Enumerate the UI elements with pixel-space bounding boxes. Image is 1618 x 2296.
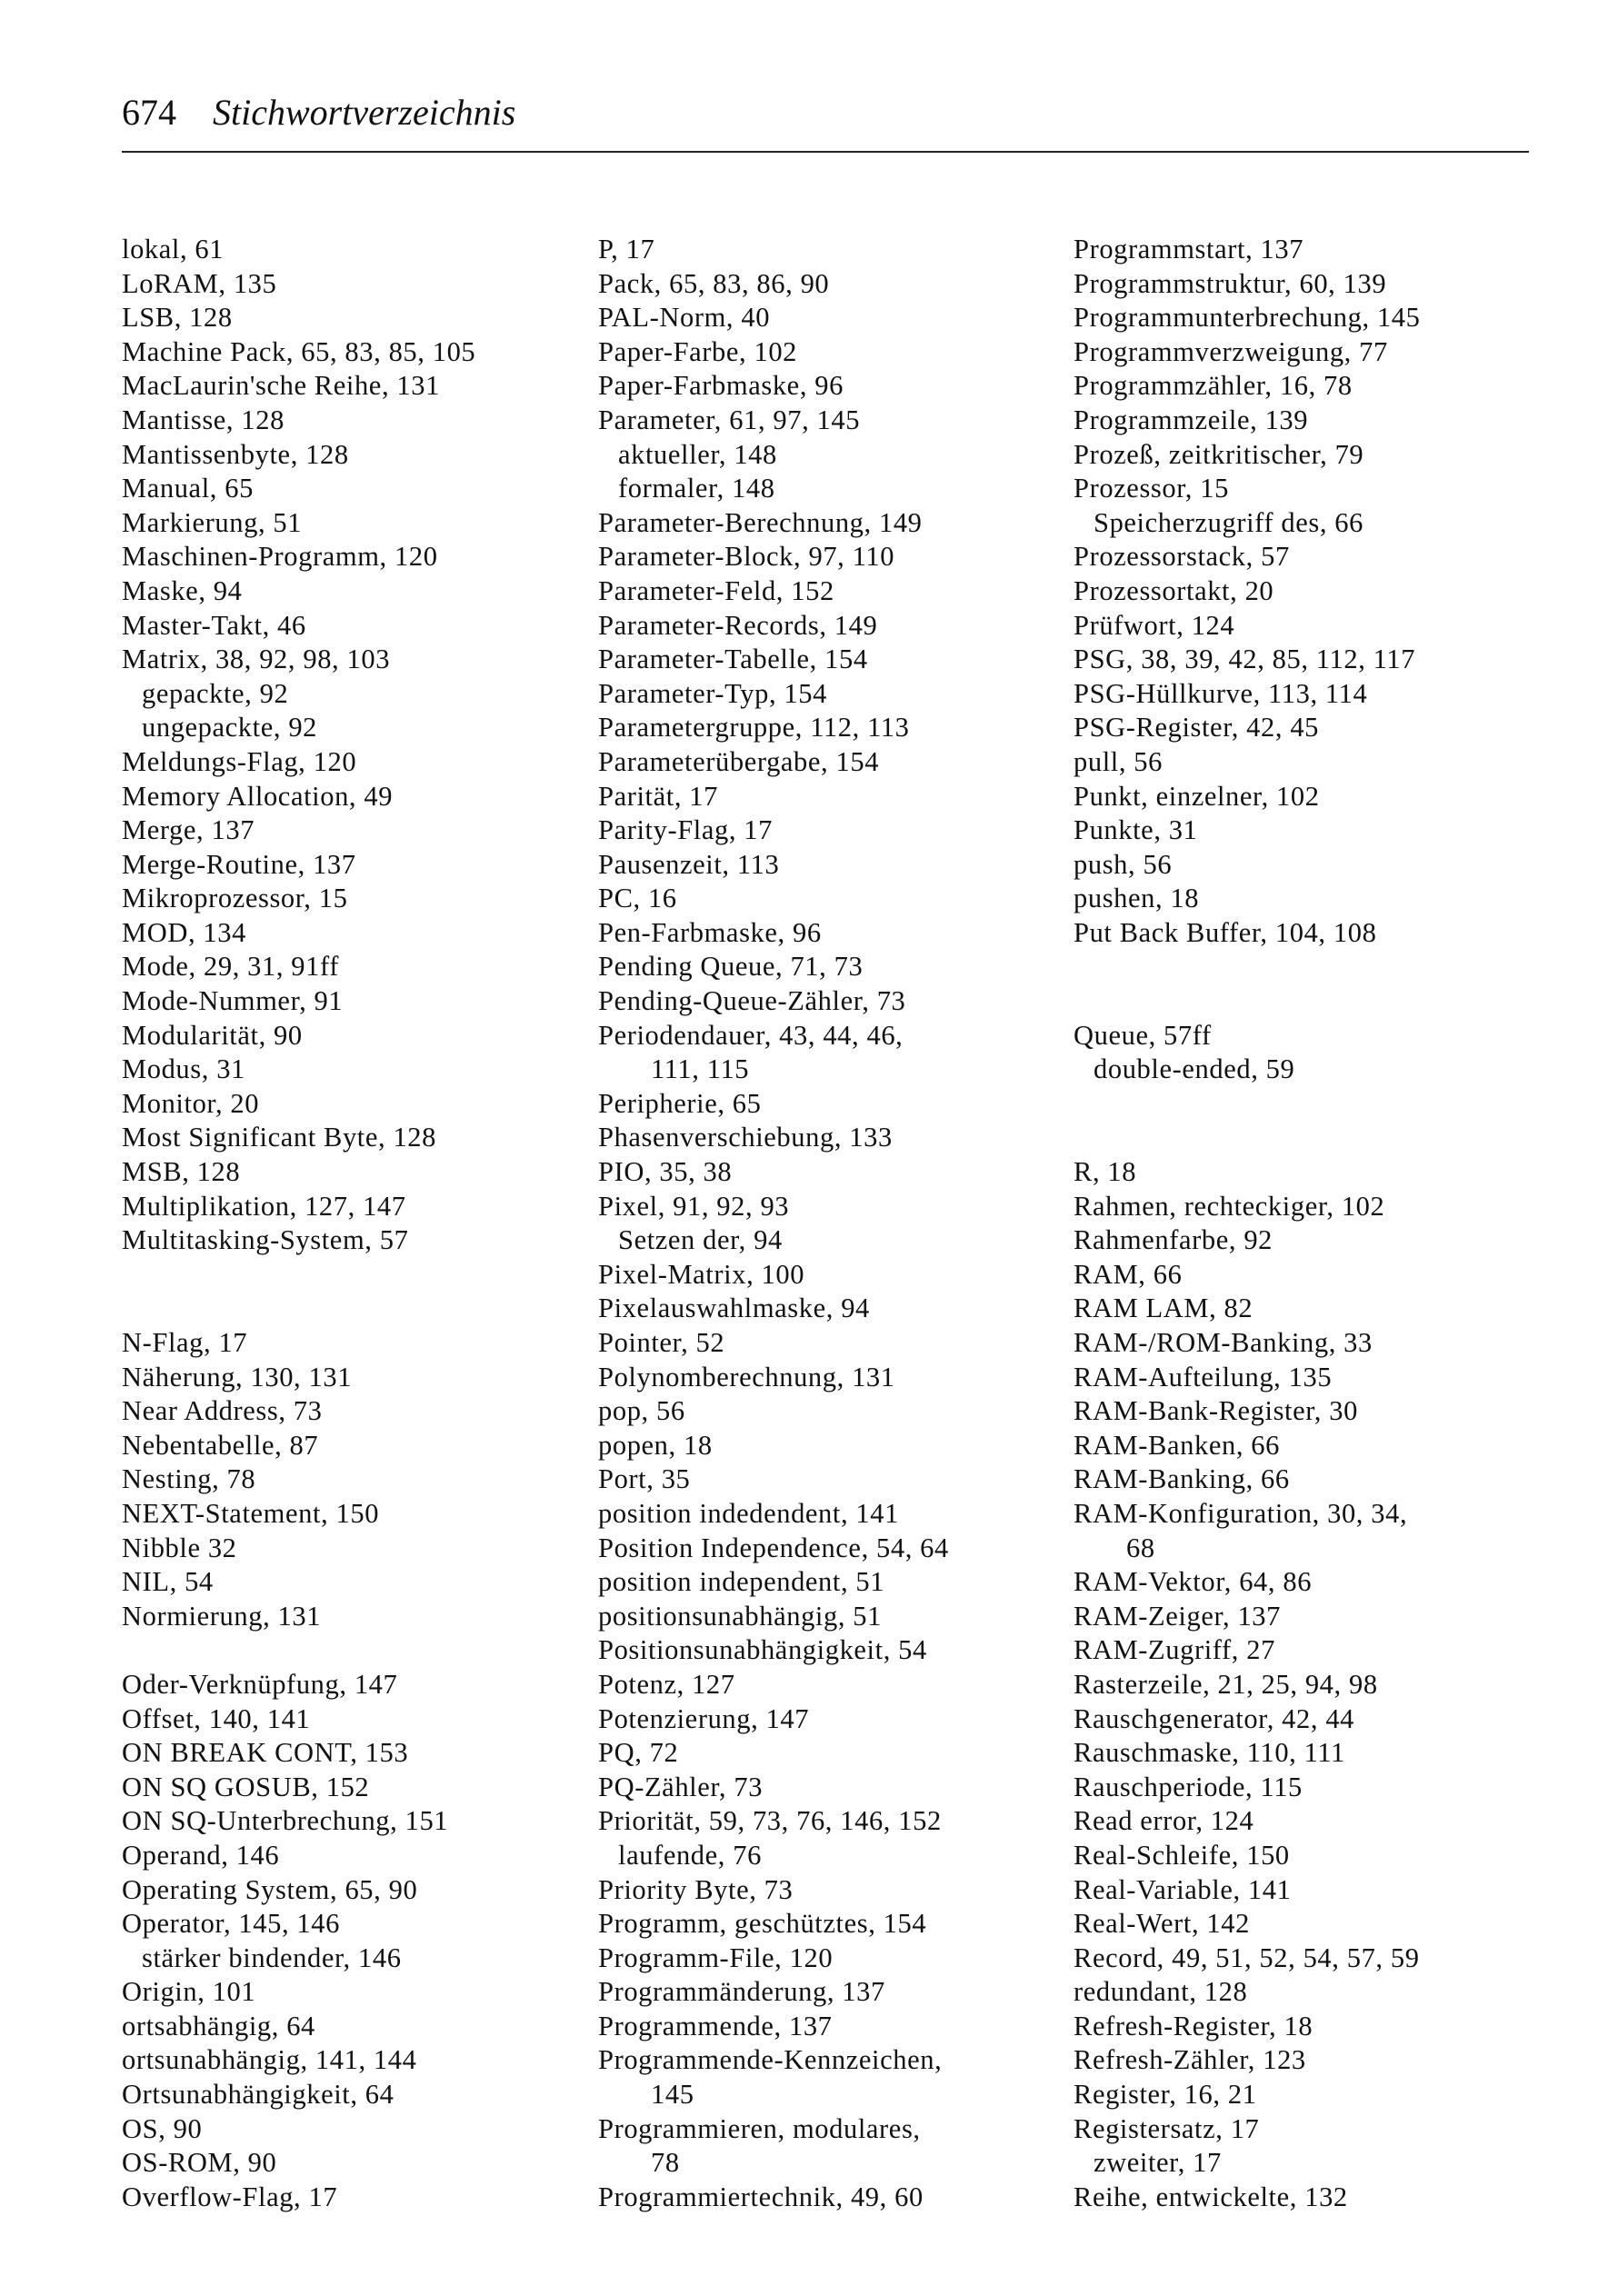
index-entry: Programmverzweigung, 77 — [1074, 335, 1388, 367]
index-entry: Punkte, 31 — [1074, 814, 1198, 846]
index-entry: Prozessorstack, 57 — [1074, 541, 1290, 573]
index-entry: Operand, 146 — [122, 1839, 280, 1871]
index-entry: Parameter-Feld, 152 — [598, 574, 834, 606]
index-entry-continuation: 111, 115 — [651, 1053, 750, 1085]
index-entry: lokal, 61 — [122, 234, 225, 265]
index-entry: Pack, 65, 83, 86, 90 — [598, 267, 830, 299]
index-entry: Operator, 145, 146 — [122, 1908, 340, 1940]
index-entry: Parameter-Block, 97, 110 — [598, 541, 895, 573]
index-entry: Near Address, 73 — [122, 1395, 323, 1427]
index-subentry: gepackte, 92 — [142, 677, 289, 709]
index-entry: Port, 35 — [598, 1463, 691, 1495]
entry-gap — [122, 1292, 594, 1326]
index-entry: LSB, 128 — [122, 302, 233, 334]
entry-gap — [122, 1258, 594, 1293]
index-subentry: stärker bindender, 146 — [142, 1942, 402, 1973]
index-entry: Paper-Farbmaske, 96 — [598, 370, 844, 402]
index-entry: Rauschperiode, 115 — [1074, 1771, 1303, 1802]
index-entry-continuation: 145 — [651, 2079, 694, 2111]
index-entry: Priorität, 59, 73, 76, 146, 152 — [598, 1805, 942, 1837]
index-entry: Put Back Buffer, 104, 108 — [1074, 916, 1377, 948]
index-entry: Parameter-Berechnung, 149 — [598, 506, 923, 538]
entry-gap — [1074, 950, 1546, 984]
index-entry: pushen, 18 — [1074, 883, 1200, 914]
index-entry: Programmieren, modulares, — [598, 2112, 921, 2144]
index-entry: Most Significant Byte, 128 — [122, 1122, 437, 1153]
index-entry: ON SQ-Unterbrechung, 151 — [122, 1805, 449, 1837]
index-entry: Rasterzeile, 21, 25, 94, 98 — [1074, 1668, 1378, 1700]
index-entry: Refresh-Zähler, 123 — [1074, 2044, 1306, 2076]
index-entry: RAM-Konfiguration, 30, 34, — [1074, 1497, 1408, 1529]
index-entry: Registersatz, 17 — [1074, 2112, 1260, 2144]
index-entry: MSB, 128 — [122, 1156, 241, 1188]
index-entry: Normierung, 131 — [122, 1600, 322, 1632]
index-entry: RAM, 66 — [1074, 1258, 1183, 1290]
index-entry: Programmzeile, 139 — [1074, 404, 1309, 435]
index-entry: Record, 49, 51, 52, 54, 57, 59 — [1074, 1942, 1420, 1973]
index-entry: Programmänderung, 137 — [598, 1976, 885, 2008]
index-entry: N-Flag, 17 — [122, 1327, 248, 1358]
index-entry: Pausenzeit, 113 — [598, 848, 780, 880]
index-entry: Positionsunabhängigkeit, 54 — [598, 1634, 927, 1666]
index-entry: RAM-Bank-Register, 30 — [1074, 1395, 1358, 1427]
index-entry: Maske, 94 — [122, 574, 243, 606]
index-entry: Ortsunabhängigkeit, 64 — [122, 2079, 395, 2111]
index-entry: OS, 90 — [122, 2112, 203, 2144]
index-entry: Mantisse, 128 — [122, 404, 285, 435]
index-entry: Position Independence, 54, 64 — [598, 1532, 949, 1563]
index-entry: popen, 18 — [598, 1429, 713, 1461]
index-entry: Read error, 124 — [1074, 1805, 1254, 1837]
entry-gap — [1074, 1087, 1546, 1122]
index-entry: PQ, 72 — [598, 1737, 679, 1769]
index-entry: Nebentabelle, 87 — [122, 1429, 319, 1461]
index-entry: Parameter-Tabelle, 154 — [598, 644, 868, 675]
index-entry: Polynomberechnung, 131 — [598, 1361, 895, 1393]
index-entry: PIO, 35, 38 — [598, 1156, 733, 1188]
index-entry: R, 18 — [1074, 1156, 1137, 1188]
index-subentry: ungepackte, 92 — [142, 712, 318, 744]
index-entry: Programmiertechnik, 49, 60 — [598, 2181, 924, 2212]
index-entry: Parität, 17 — [598, 780, 718, 812]
index-subentry: laufende, 76 — [618, 1839, 762, 1871]
index-entry: Programmende, 137 — [598, 2010, 833, 2041]
index-entry: Prozessor, 15 — [1074, 473, 1229, 504]
index-entry: Overflow-Flag, 17 — [122, 2181, 338, 2212]
index-entry: Prüfwort, 124 — [1074, 609, 1235, 641]
index-entry: Pointer, 52 — [598, 1327, 725, 1358]
index-entry: Queue, 57ff — [1074, 1019, 1212, 1051]
index-entry-continuation: 68 — [1126, 1532, 1155, 1563]
index-entry: RAM-Vektor, 64, 86 — [1074, 1566, 1313, 1598]
index-entry: pop, 56 — [598, 1395, 685, 1427]
index-entry: Real-Wert, 142 — [1074, 1908, 1250, 1940]
index-entry: Multiplikation, 127, 147 — [122, 1190, 406, 1222]
index-entry: Pending Queue, 71, 73 — [598, 951, 864, 983]
index-entry: Parameter, 61, 97, 145 — [598, 404, 861, 435]
index-entry: RAM-Aufteilung, 135 — [1074, 1361, 1333, 1393]
index-subentry: aktueller, 148 — [618, 438, 777, 470]
index-entry: Programmzähler, 16, 78 — [1074, 370, 1353, 402]
index-column-3 — [1074, 233, 1546, 2214]
index-entry: Pixel-Matrix, 100 — [598, 1258, 805, 1290]
index-entry: push, 56 — [1074, 848, 1173, 880]
running-title: Stichwortverzeichnis — [213, 92, 516, 133]
index-entry: ortsunabhängig, 141, 144 — [122, 2044, 417, 2076]
index-entry: Mode-Nummer, 91 — [122, 985, 344, 1017]
index-entry: Potenzierung, 147 — [598, 1702, 810, 1734]
index-column-1 — [122, 233, 594, 2214]
index-entry: Maschinen-Programm, 120 — [122, 541, 438, 573]
index-entry: PAL-Norm, 40 — [598, 302, 771, 334]
index-entry: Manual, 65 — [122, 473, 254, 504]
index-entry: Potenz, 127 — [598, 1668, 735, 1700]
index-entry: Prozeß, zeitkritischer, 79 — [1074, 438, 1364, 470]
index-entry: position indedendent, 141 — [598, 1497, 899, 1529]
index-entry: Nibble 32 — [122, 1532, 237, 1563]
index-entry: Rahmenfarbe, 92 — [1074, 1224, 1273, 1256]
index-entry: Memory Allocation, 49 — [122, 780, 394, 812]
entry-gap — [1074, 984, 1546, 1019]
index-subentry: Speicherzugriff des, 66 — [1094, 506, 1363, 538]
index-entry: RAM-/ROM-Banking, 33 — [1074, 1327, 1373, 1358]
index-entry: Register, 16, 21 — [1074, 2079, 1257, 2111]
index-entry: Nesting, 78 — [122, 1463, 256, 1495]
index-entry: Origin, 101 — [122, 1976, 256, 2008]
index-entry: Programm, geschütztes, 154 — [598, 1908, 927, 1940]
index-entry: Näherung, 130, 131 — [122, 1361, 353, 1393]
index-entry: Modus, 31 — [122, 1053, 245, 1085]
index-entry: Monitor, 20 — [122, 1087, 260, 1119]
index-entry: Rauschgenerator, 42, 44 — [1074, 1702, 1355, 1734]
index-entry: MOD, 134 — [122, 916, 246, 948]
index-entry: Parameterübergabe, 154 — [598, 745, 880, 777]
index-entry: Punkt, einzelner, 102 — [1074, 780, 1320, 812]
index-entry: Real-Schleife, 150 — [1074, 1839, 1290, 1871]
entry-gap — [1074, 1121, 1546, 1155]
page-header — [122, 91, 1529, 153]
index-entry: MacLaurin'sche Reihe, 131 — [122, 370, 440, 402]
index-entry: Pixelauswahlmaske, 94 — [598, 1293, 870, 1324]
index-entry: Offset, 140, 141 — [122, 1702, 311, 1734]
index-entry: Rahmen, rechteckiger, 102 — [1074, 1190, 1385, 1222]
index-entry: LoRAM, 135 — [122, 267, 277, 299]
index-entry: Parameter-Typ, 154 — [598, 677, 827, 709]
index-entry: Meldungs-Flag, 120 — [122, 745, 357, 777]
index-entry: Parity-Flag, 17 — [598, 814, 773, 846]
index-entry: Phasenverschiebung, 133 — [598, 1122, 893, 1153]
index-entry: Markierung, 51 — [122, 506, 303, 538]
index-entry: Refresh-Register, 18 — [1074, 2010, 1313, 2041]
index-entry: Pending-Queue-Zähler, 73 — [598, 985, 906, 1017]
index-entry: ON BREAK CONT, 153 — [122, 1737, 409, 1769]
index-entry: P, 17 — [598, 234, 655, 265]
index-entry: Mikroprozessor, 15 — [122, 883, 348, 914]
index-subentry: formaler, 148 — [618, 473, 775, 504]
index-entry: Mantissenbyte, 128 — [122, 438, 349, 470]
index-entry: ortsabhängig, 64 — [122, 2010, 315, 2041]
index-subentry: zweiter, 17 — [1094, 2147, 1222, 2179]
index-entry-continuation: 78 — [651, 2147, 680, 2179]
index-entry: positionsunabhängig, 51 — [598, 1600, 883, 1632]
index-entry: Parameter-Records, 149 — [598, 609, 878, 641]
index-entry: PSG-Register, 42, 45 — [1074, 712, 1320, 744]
index-entry: RAM-Banking, 66 — [1074, 1463, 1290, 1495]
index-entry: Programm-File, 120 — [598, 1942, 834, 1973]
index-entry: Peripherie, 65 — [598, 1087, 762, 1119]
index-entry: Multitasking-System, 57 — [122, 1224, 409, 1256]
page-number: 674 — [122, 92, 176, 133]
index-entry: Programmstart, 137 — [1074, 234, 1304, 265]
index-entry: Machine Pack, 65, 83, 85, 105 — [122, 335, 476, 367]
index-entry: Periodendauer, 43, 44, 46, — [598, 1019, 904, 1051]
index-entry: PC, 16 — [598, 883, 677, 914]
index-entry: RAM-Banken, 66 — [1074, 1429, 1280, 1461]
index-entry: Priority Byte, 73 — [598, 1873, 794, 1905]
index-entry: Reihe, entwickelte, 132 — [1074, 2181, 1348, 2212]
index-entry: ON SQ GOSUB, 152 — [122, 1771, 370, 1802]
index-column-2 — [598, 233, 1071, 2214]
index-entry: Programmunterbrechung, 145 — [1074, 302, 1421, 334]
index-entry: RAM-Zugriff, 27 — [1074, 1634, 1275, 1666]
index-entry: Mode, 29, 31, 91ff — [122, 951, 339, 983]
index-entry: NIL, 54 — [122, 1566, 214, 1598]
index-entry: PSG, 38, 39, 42, 85, 112, 117 — [1074, 644, 1416, 675]
index-entry: Oder-Verknüpfung, 147 — [122, 1668, 398, 1700]
index-entry: RAM-Zeiger, 137 — [1074, 1600, 1282, 1632]
index-entry: PQ-Zähler, 73 — [598, 1771, 764, 1802]
index-entry: Merge, 137 — [122, 814, 255, 846]
index-entry: Programmende-Kennzeichen, — [598, 2044, 943, 2076]
index-subentry: double-ended, 59 — [1094, 1053, 1295, 1085]
index-entry: Operating System, 65, 90 — [122, 1873, 418, 1905]
index-entry: OS-ROM, 90 — [122, 2147, 277, 2179]
index-entry: NEXT-Statement, 150 — [122, 1497, 380, 1529]
index-entry: redundant, 128 — [1074, 1976, 1248, 2008]
index-entry: Real-Variable, 141 — [1074, 1873, 1292, 1905]
index-entry: Paper-Farbe, 102 — [598, 335, 798, 367]
index-entry: RAM LAM, 82 — [1074, 1293, 1253, 1324]
index-entry: position independent, 51 — [598, 1566, 885, 1598]
entry-gap — [122, 1633, 594, 1668]
index-entry: PSG-Hüllkurve, 113, 114 — [1074, 677, 1368, 709]
index-entry: Rauschmaske, 110, 111 — [1074, 1737, 1345, 1769]
index-entry: Modularität, 90 — [122, 1019, 303, 1051]
index-entry: Prozessortakt, 20 — [1074, 574, 1274, 606]
index-entry: Master-Takt, 46 — [122, 609, 306, 641]
index-entry: Pen-Farbmaske, 96 — [598, 916, 822, 948]
index-entry: Pixel, 91, 92, 93 — [598, 1190, 790, 1222]
index-entry: Matrix, 38, 92, 98, 103 — [122, 644, 391, 675]
index-subentry: Setzen der, 94 — [618, 1224, 783, 1256]
index-entry: Merge-Routine, 137 — [122, 848, 356, 880]
index-entry: Parametergruppe, 112, 113 — [598, 712, 910, 744]
index-entry: Programmstruktur, 60, 139 — [1074, 267, 1387, 299]
index-entry: pull, 56 — [1074, 745, 1163, 777]
